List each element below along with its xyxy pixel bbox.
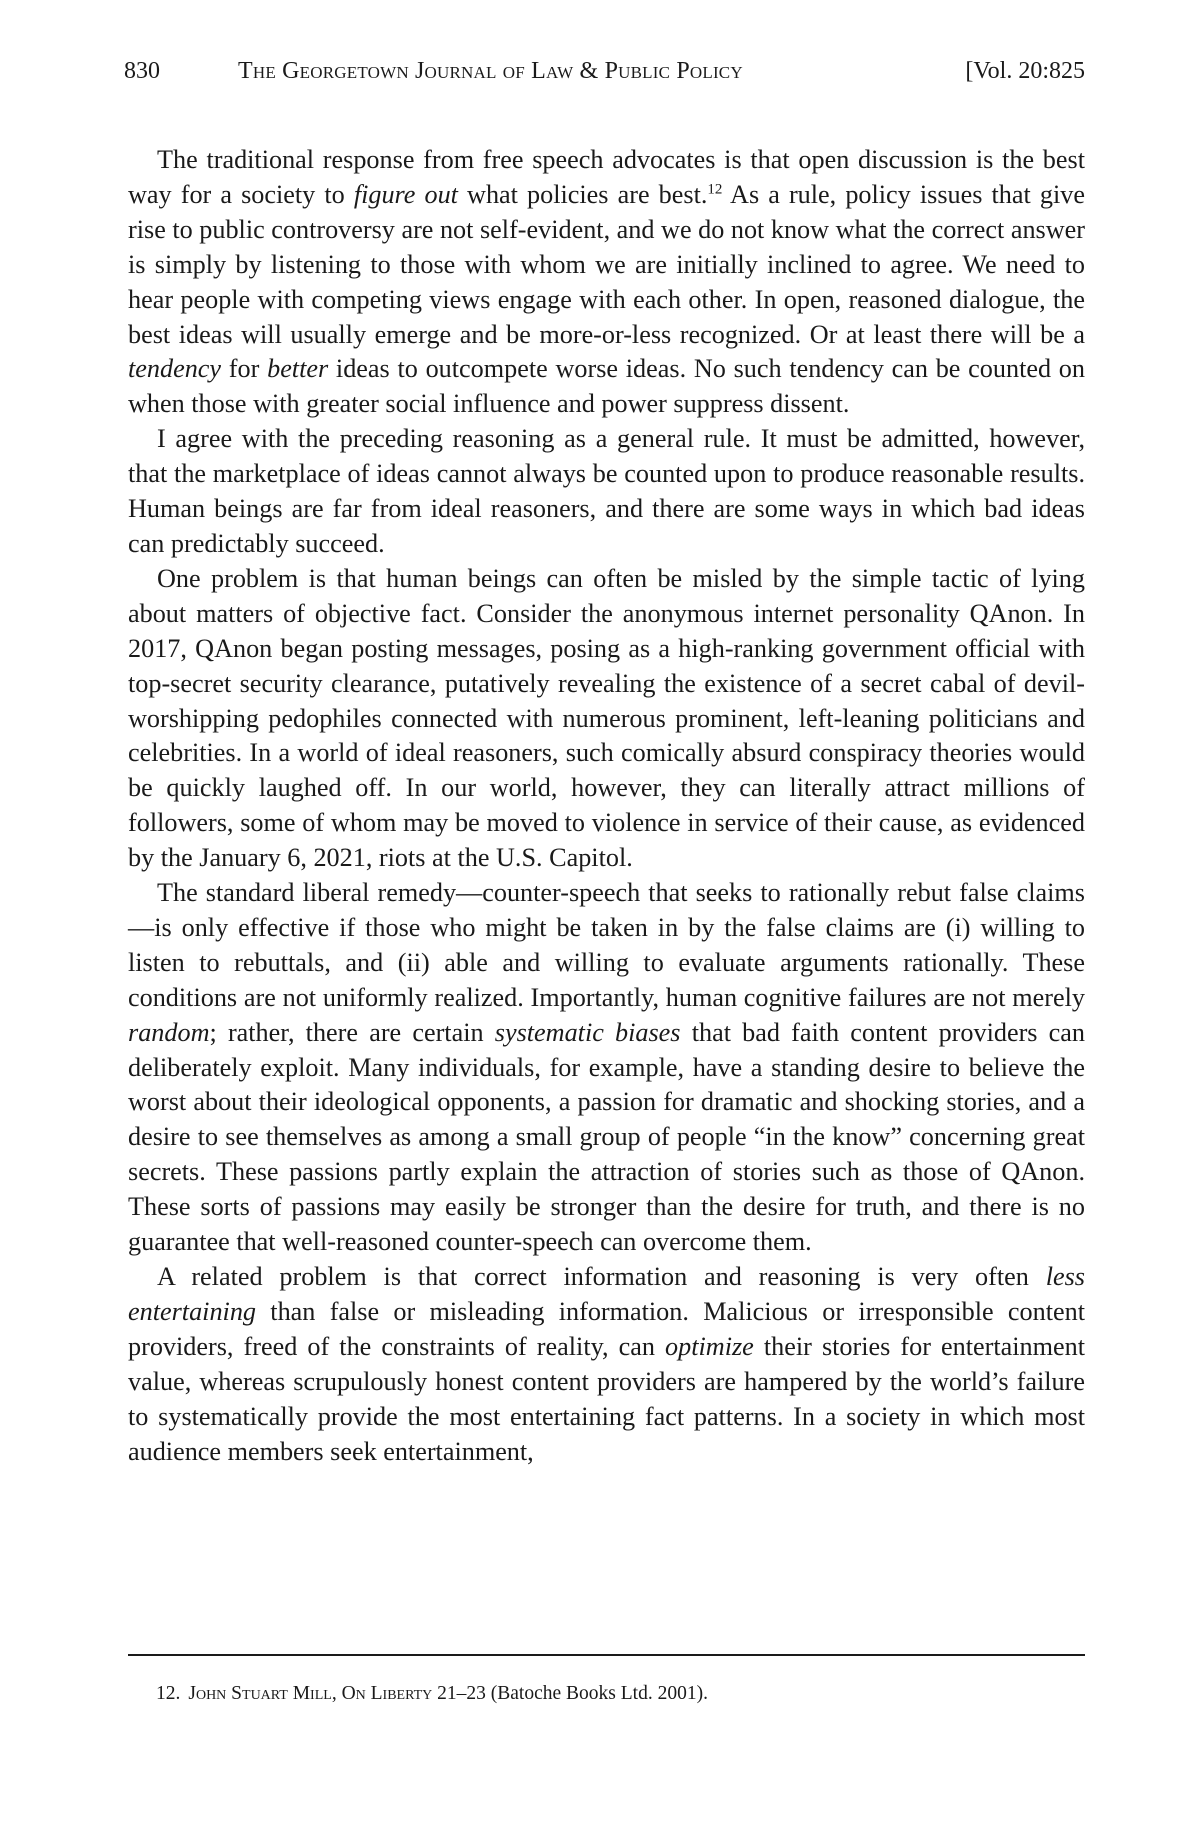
journal-title: The Georgetown Journal of Law & Public Policy (238, 58, 743, 84)
journal-page (124, 0, 1085, 1824)
footnote-author: John Stuart Mill (188, 1683, 332, 1704)
emphasis-less-entertaining: less entertaining (128, 1262, 1085, 1326)
footnote-divider (128, 1654, 1085, 1656)
emphasis-tendency: tendency (128, 354, 222, 384)
paragraph-1 (128, 143, 1085, 422)
footnote-reference-12[interactable]: 12 (707, 181, 723, 198)
volume-citation: [Vol. 20:825 (965, 58, 1085, 84)
paragraph-4 (128, 876, 1085, 1260)
footnote-citation: 21–23 (Batoche Books Ltd. 2001). (432, 1683, 708, 1704)
footnote-12 (156, 1680, 708, 1708)
paragraph-1-text-d: for (221, 354, 268, 384)
paragraph-1-text-e: ideas to outcompete worse ideas. No such tendency can be counted on when those with greater social influence and power suppress dissent. (128, 354, 1085, 419)
paragraph-4-text-b: ; rather, there are certain (209, 1017, 495, 1047)
running-head (124, 54, 1085, 88)
paragraph-5 (128, 1260, 1085, 1469)
emphasis-random: random (128, 1017, 210, 1047)
emphasis-optimize: optimize (665, 1331, 754, 1361)
article-body (128, 143, 1085, 1469)
paragraph-1-text-b: what policies are best. (457, 179, 708, 209)
footnote-separator: , (331, 1683, 342, 1704)
emphasis-figure-out: figure out (353, 179, 458, 209)
page-number: 830 (124, 58, 160, 84)
paragraph-5-text-c: their stories for entertainment value, whereas scrupulously honest content providers are hampered by the world’s failure to systematically provide the most entertaining fact patterns. In a society in which most audience members seek entertainment, (128, 1331, 1085, 1466)
paragraph-1-text-a: The traditional response from free speech advocates is that open discussion is the best way for a society to (128, 145, 1085, 209)
emphasis-systematic-biases: systematic biases (494, 1017, 681, 1047)
paragraph-5-text-a: A related problem is that correct information and reasoning is very often (157, 1262, 1046, 1291)
footnote-number: 12. (156, 1683, 181, 1704)
footnote-title: On Liberty (341, 1683, 433, 1704)
paragraph-3: One problem is that human beings can often be misled by the simple tactic of lying about matters of objective fact. Consider the anonymous internet personality QAnon. In 2017, QAnon began posting messages, posing as a high-ranking government official with top-secret security clearance, putatively revealing the existence of a secret cabal of devil-worshipping pedophiles connected with numerous prominent, left-leaning politicians and celebrities. In a world of ideal reasoners, such comically absurd conspiracy theories would be quickly laughed off. In our world, however, they can literally attract millions of followers, some of whom may be moved to violence in service of their cause, as evidenced by the January 6, 2021, riots at the U.S. Capitol. (128, 563, 1085, 873)
paragraph-4-text-a: The standard liberal remedy—counter-speech that seeks to rationally rebut false claims—is only effective if those who might be taken in by the false claims are (i) willing to listen to rebuttals, and (ii) able and willing to evaluate arguments rationally. These conditions are not uniformly realized. Importantly, human cognitive failures are not merely (128, 878, 1085, 1012)
paragraph-5-text-b: than false or misleading information. Malicious or irresponsible content providers, freed of the constraints of reality, can (128, 1296, 1085, 1361)
paragraph-1-text-c: As a rule, policy issues that give rise to public controversy are not self-evident, and we do not know what the correct answer is simply by listening to those with whom we are initially inclined to agree. We need to hear people with competing views engage with each other. In open, reasoned dialogue, the best ideas will usually emerge and be more-or-less recognized. Or at least there will be a (128, 179, 1085, 349)
paragraph-2: I agree with the preceding reasoning as a general rule. It must be admitted, however, that the marketplace of ideas cannot always be counted upon to produce reasonable results. Human beings are far from ideal reasoners, and there are some ways in which bad ideas can predictably succeed. (128, 424, 1085, 558)
paragraph-4-text-c: that bad faith content providers can deliberately exploit. Many individuals, for example, have a standing desire to believe the worst about their ideological opponents, a passion for dramatic and shocking stories, and a desire to see themselves as among a small group of people “in the know” concerning great secrets. These passions partly explain the attraction of stories such as those of QAnon. These sorts of passions may easily be stronger than the desire for truth, and there is no guarantee that well-reasoned counter-speech can overcome them. (128, 1017, 1085, 1257)
emphasis-better: better (267, 354, 329, 384)
